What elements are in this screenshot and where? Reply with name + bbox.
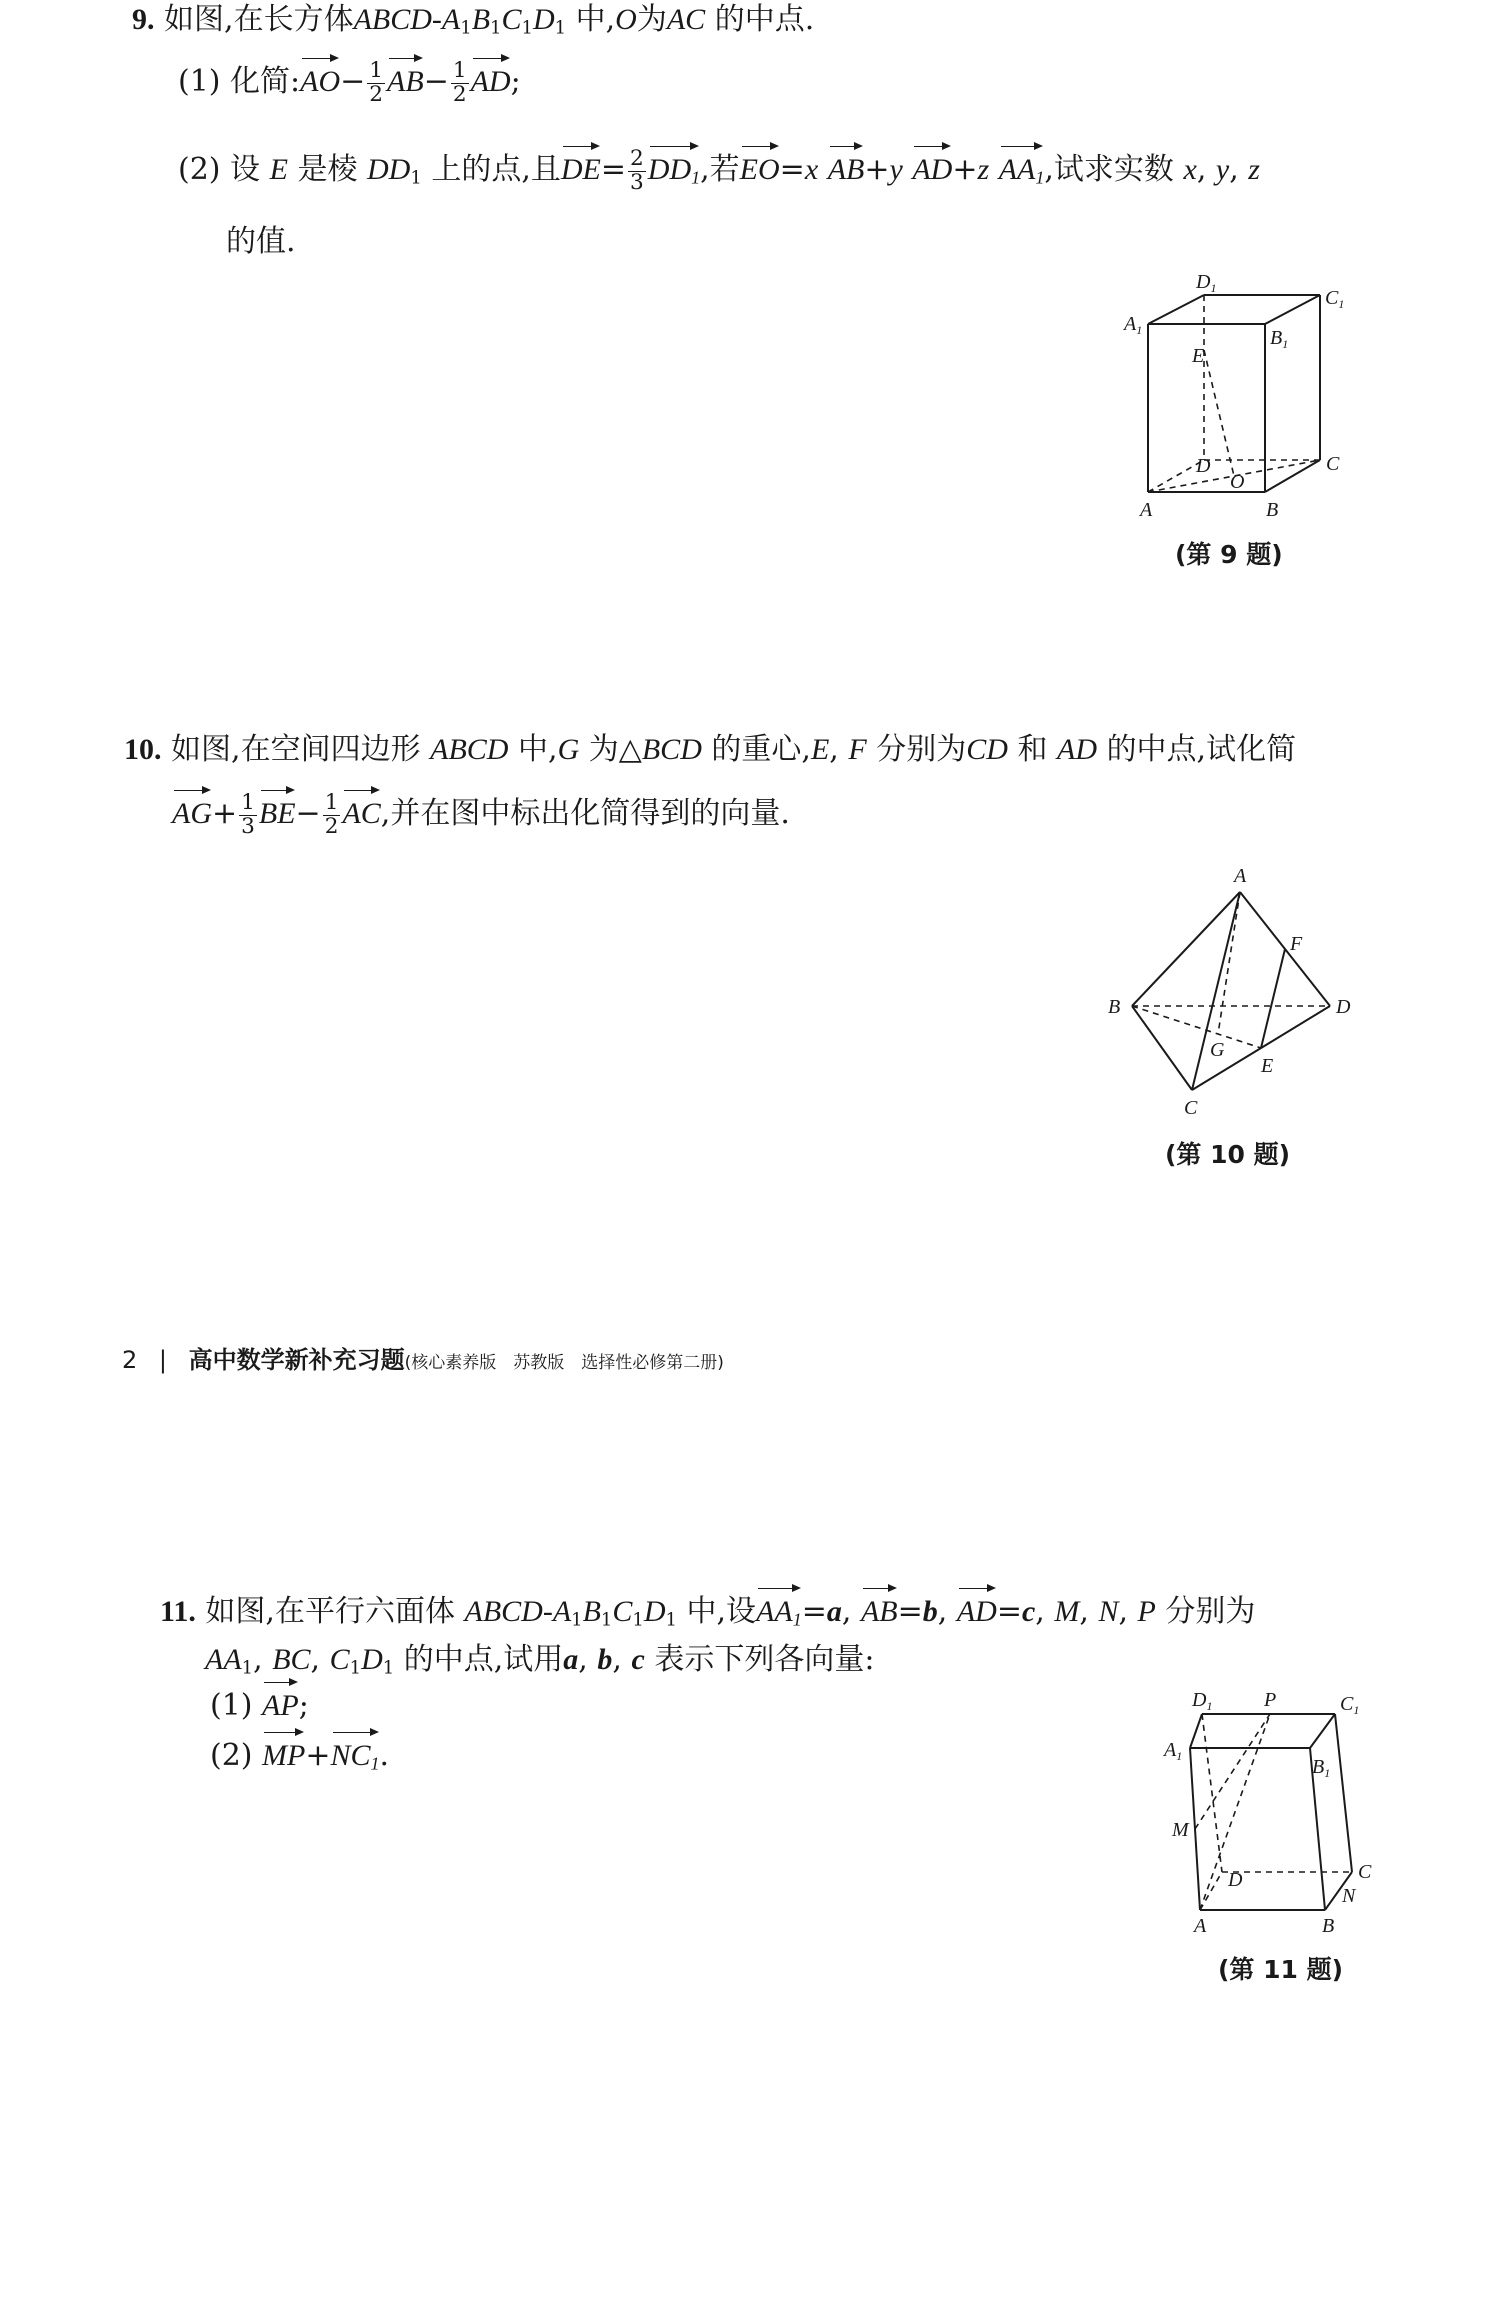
label-b1: $B_1$	[1270, 327, 1289, 351]
var-x: x	[804, 153, 819, 186]
var-z: z	[1248, 153, 1260, 186]
q11-bc: BC	[272, 1643, 311, 1676]
q9-part2: (2) 设 E 是棱 $DD_1$ 上的点,且DE= $\frac{2}{3}$ $DD_1$,若EO=x AB+y AD+z $AA_1$,试求实数 x, y, z	[178, 140, 1260, 194]
q10-text: ,并在图中标出化简得到的向量.	[380, 796, 790, 831]
q11-text: 的中点,试用	[403, 1642, 564, 1677]
frac-num: 1	[324, 789, 339, 815]
q9-text: 为	[636, 2, 667, 37]
q9-ac: AC	[666, 3, 706, 36]
var-z: z	[977, 153, 990, 186]
vector-ao: AO	[300, 52, 340, 101]
q11-c-vec: c	[1021, 1595, 1036, 1628]
q10-text: 的中点,试化简	[1106, 732, 1297, 767]
label-c: C	[1184, 1097, 1198, 1119]
q11-part2: (2) $MP+NC_1$.	[210, 1726, 389, 1776]
q11-p1-label: (1)	[210, 1688, 253, 1723]
q11-text: 表示下列各向量:	[654, 1642, 875, 1677]
page-number: 2	[122, 1346, 138, 1374]
label-d: D	[1196, 455, 1211, 477]
q9-o: O	[615, 3, 637, 36]
q11-p: P	[1137, 1595, 1156, 1628]
vector-aa1	[999, 140, 1045, 190]
label-e: E	[1192, 345, 1205, 367]
q11-b: B	[582, 1595, 601, 1628]
label-m: M	[1172, 1819, 1189, 1841]
q9-number: 9.	[132, 3, 155, 36]
sub: 1	[554, 17, 567, 39]
q9-solid: ABCD-A	[353, 3, 461, 36]
q10-text: 如图,在空间四边形	[171, 732, 421, 767]
q11-line2: $AA_1$, BC, $C_1D_1$ 的中点,试用a, b, c 表示下列各向量:	[205, 1642, 875, 1679]
frac-den: 2	[452, 81, 467, 107]
label-d: D	[1336, 996, 1351, 1018]
figure-11-parallelepiped	[1160, 1680, 1400, 1940]
label-b: B	[1322, 1915, 1335, 1937]
fraction-two-thirds	[628, 145, 646, 195]
q11-b-vec: b	[597, 1643, 613, 1676]
figure-9-cuboid	[1120, 270, 1350, 520]
var-y: y	[1215, 153, 1230, 186]
label-g: G	[1210, 1039, 1225, 1061]
sub: 1	[490, 17, 502, 39]
frac-num: 1	[241, 789, 255, 815]
frac-den: 2	[369, 81, 384, 107]
label-a1: $A_1$	[1164, 1739, 1183, 1763]
q10-number: 10.	[124, 733, 162, 766]
label-b: B	[1108, 996, 1121, 1018]
sub: 1	[241, 1657, 254, 1679]
label-c: C	[1358, 1861, 1372, 1883]
vector-be: BE	[259, 784, 296, 833]
sub: 1	[571, 1609, 583, 1631]
edge-b1c1	[1265, 295, 1320, 324]
fraction-half	[367, 57, 385, 107]
q11-n: N	[1098, 1595, 1119, 1628]
q10-abcd: ABCD	[430, 733, 509, 766]
q11-p2-label: (2)	[210, 1738, 253, 1773]
edge-a1d1	[1190, 1714, 1202, 1748]
q11-stem: 11. 如图,在平行六面体 ABCD-$A_1B_1C_1D_1$ 中,设$AA_1=a$, AB=b, AD=c, M, N, P 分别为	[160, 1582, 1255, 1632]
q10-ad: AD	[1057, 733, 1098, 766]
q11-a: a	[826, 1595, 842, 1628]
vector-aa1	[756, 1582, 802, 1632]
fraction-half	[323, 789, 341, 839]
label-c: C	[1326, 453, 1340, 475]
footer-separator: |	[158, 1346, 168, 1374]
q10-text: 为△	[588, 732, 642, 767]
sub: 1	[632, 1609, 644, 1631]
edge-bc	[1132, 1006, 1192, 1090]
q10-bcd: BCD	[641, 733, 702, 766]
q11-text: 分别为	[1165, 1594, 1256, 1629]
q11-text: 如图,在平行六面体	[205, 1594, 455, 1629]
q11-m: M	[1054, 1595, 1080, 1628]
vector-ab: AB	[861, 1582, 898, 1631]
vector-ab: AB	[828, 140, 865, 189]
label-a: A	[1140, 499, 1153, 521]
page-footer	[122, 1340, 724, 1375]
var-y: y	[889, 153, 903, 186]
q9-text: 是棱	[297, 152, 358, 187]
label-e: E	[1261, 1055, 1274, 1077]
vector-ag: AG	[172, 784, 212, 833]
edge-cc1	[1335, 1714, 1352, 1872]
edge-ab	[1132, 892, 1240, 1006]
q11-text: 中,设	[686, 1594, 757, 1629]
label-d: D	[1228, 1869, 1243, 1891]
label-b: B	[1266, 499, 1279, 521]
q11-aa1: AA	[205, 1643, 242, 1676]
vector-ad: AD	[471, 52, 511, 101]
label-b1: $B_1$	[1312, 1756, 1331, 1780]
q9-dd1: DD	[367, 153, 411, 186]
q11-c-vec: c	[631, 1643, 645, 1676]
q11-a: a	[563, 1643, 579, 1676]
sub: 1	[349, 1657, 362, 1679]
q9-text: 上的点,且	[431, 152, 561, 187]
q10-cd: CD	[966, 733, 1008, 766]
vector-ad: AD	[957, 1582, 997, 1631]
q9-stem	[132, 0, 814, 40]
q10-stem: 10. 如图,在空间四边形 ABCD 中,G 为△BCD 的重心,E, F 分别为CD 和 AD 的中点,试化简	[124, 732, 1297, 767]
q9-text: 的中点.	[714, 2, 815, 37]
q11-d: D	[361, 1643, 383, 1676]
label-c1: $C_1$	[1325, 287, 1345, 311]
sub: 1	[370, 1753, 380, 1774]
q11-number: 11.	[160, 1595, 196, 1628]
sub: 1	[691, 167, 701, 188]
sub: 1	[1035, 167, 1045, 188]
q9-e: E	[269, 153, 288, 186]
median-be	[1132, 1006, 1261, 1048]
vec-text: DD	[647, 153, 692, 186]
vector-mp: MP	[262, 1726, 305, 1775]
segment-fe	[1261, 949, 1285, 1048]
q9-p1-label: (1) 化简:	[178, 64, 301, 99]
label-n: N	[1342, 1885, 1356, 1907]
vector-dd1	[648, 140, 700, 190]
segment-mp	[1195, 1714, 1270, 1829]
caption-q11: (第 11 题)	[1218, 1955, 1344, 1984]
label-a: A	[1234, 865, 1247, 887]
edge-b1c1	[1310, 1714, 1335, 1748]
q10-g: G	[557, 733, 580, 766]
q10-text: 的重心,	[711, 732, 811, 767]
label-o: O	[1230, 471, 1245, 493]
segment-ag	[1218, 892, 1240, 1034]
vector-eo: EO	[740, 140, 780, 189]
frac-den: 3	[241, 813, 255, 839]
frac-den: 3	[630, 169, 644, 195]
q9-c: C	[501, 3, 522, 36]
vector-nc1	[331, 1726, 380, 1776]
q11-c1d1: C	[329, 1643, 350, 1676]
book-title: 高中数学新补充习题	[188, 1346, 405, 1374]
vec-text: NC	[330, 1739, 371, 1772]
q11-solid: ABCD-A	[464, 1595, 572, 1628]
q10-e: E	[810, 733, 830, 766]
q9-text: ,若	[700, 152, 740, 187]
label-d1: $D_1$	[1192, 1689, 1213, 1713]
q11-b-vec: b	[922, 1595, 938, 1628]
vec-text: AA	[756, 1595, 793, 1628]
q9-text: ,试求实数	[1044, 152, 1174, 187]
vec-text: AA	[998, 153, 1036, 186]
sub: 1	[665, 1609, 677, 1631]
label-f: F	[1290, 933, 1303, 955]
edge-a1d1	[1148, 295, 1204, 324]
frac-den: 2	[324, 813, 339, 839]
label-d1: $D_1$	[1196, 271, 1217, 295]
book-subtitle: (核心素养版 苏教版 选择性必修第二册)	[404, 1353, 724, 1373]
q10-text: 和	[1017, 732, 1048, 767]
label-a1: $A_1$	[1124, 313, 1143, 337]
q10-f: F	[848, 733, 867, 766]
sub: 1	[600, 1609, 613, 1631]
sub: 1	[792, 1609, 802, 1630]
q9-part1: (1) 化简:AO− $\frac{1}{2}$ AB− $\frac{1}{2}$ AD;	[178, 52, 521, 106]
q11-d: D	[643, 1595, 666, 1628]
frac-num: 2	[630, 145, 644, 171]
q9-text: 如图,在长方体	[164, 2, 354, 37]
sub: 1	[410, 167, 422, 189]
q9-part2-tail: 的值.	[226, 224, 296, 259]
sub: 1	[460, 17, 472, 39]
vector-ac: AC	[342, 784, 380, 833]
vector-ap: AP	[262, 1676, 299, 1725]
frac-num: 1	[452, 57, 467, 83]
edge-dd1	[1202, 1714, 1222, 1872]
q9-text: 中,	[575, 2, 616, 37]
var-x: x	[1183, 153, 1197, 186]
caption-q10: (第 10 题)	[1165, 1140, 1291, 1169]
vector-ad: AD	[912, 140, 952, 189]
sub: 1	[382, 1657, 395, 1679]
fraction-third	[239, 789, 257, 839]
label-a: A	[1194, 1915, 1207, 1937]
figure-10-tetrahedron	[1100, 860, 1360, 1120]
q9-d: D	[532, 3, 555, 36]
frac-num: 1	[369, 57, 384, 83]
q9-p2-label: (2) 设	[178, 152, 261, 187]
label-p: P	[1264, 1689, 1277, 1711]
caption-q9: (第 9 题)	[1175, 540, 1283, 569]
q11-c: C	[612, 1595, 633, 1628]
q10-expression: AG+ $\frac{1}{3}$ BE− $\frac{1}{2}$ AC,并在图中标出化简得到的向量.	[172, 784, 790, 838]
q10-text: 中,	[518, 732, 558, 767]
q10-text: 分别为	[876, 732, 967, 767]
sub: 1	[521, 17, 533, 39]
vector-ab: AB	[387, 52, 424, 101]
vector-de: DE	[561, 140, 601, 189]
fraction-half	[451, 57, 469, 107]
q11-part1: (1) AP;	[210, 1676, 309, 1725]
label-c1: $C_1$	[1340, 1693, 1360, 1717]
q9-b: B	[471, 3, 491, 36]
